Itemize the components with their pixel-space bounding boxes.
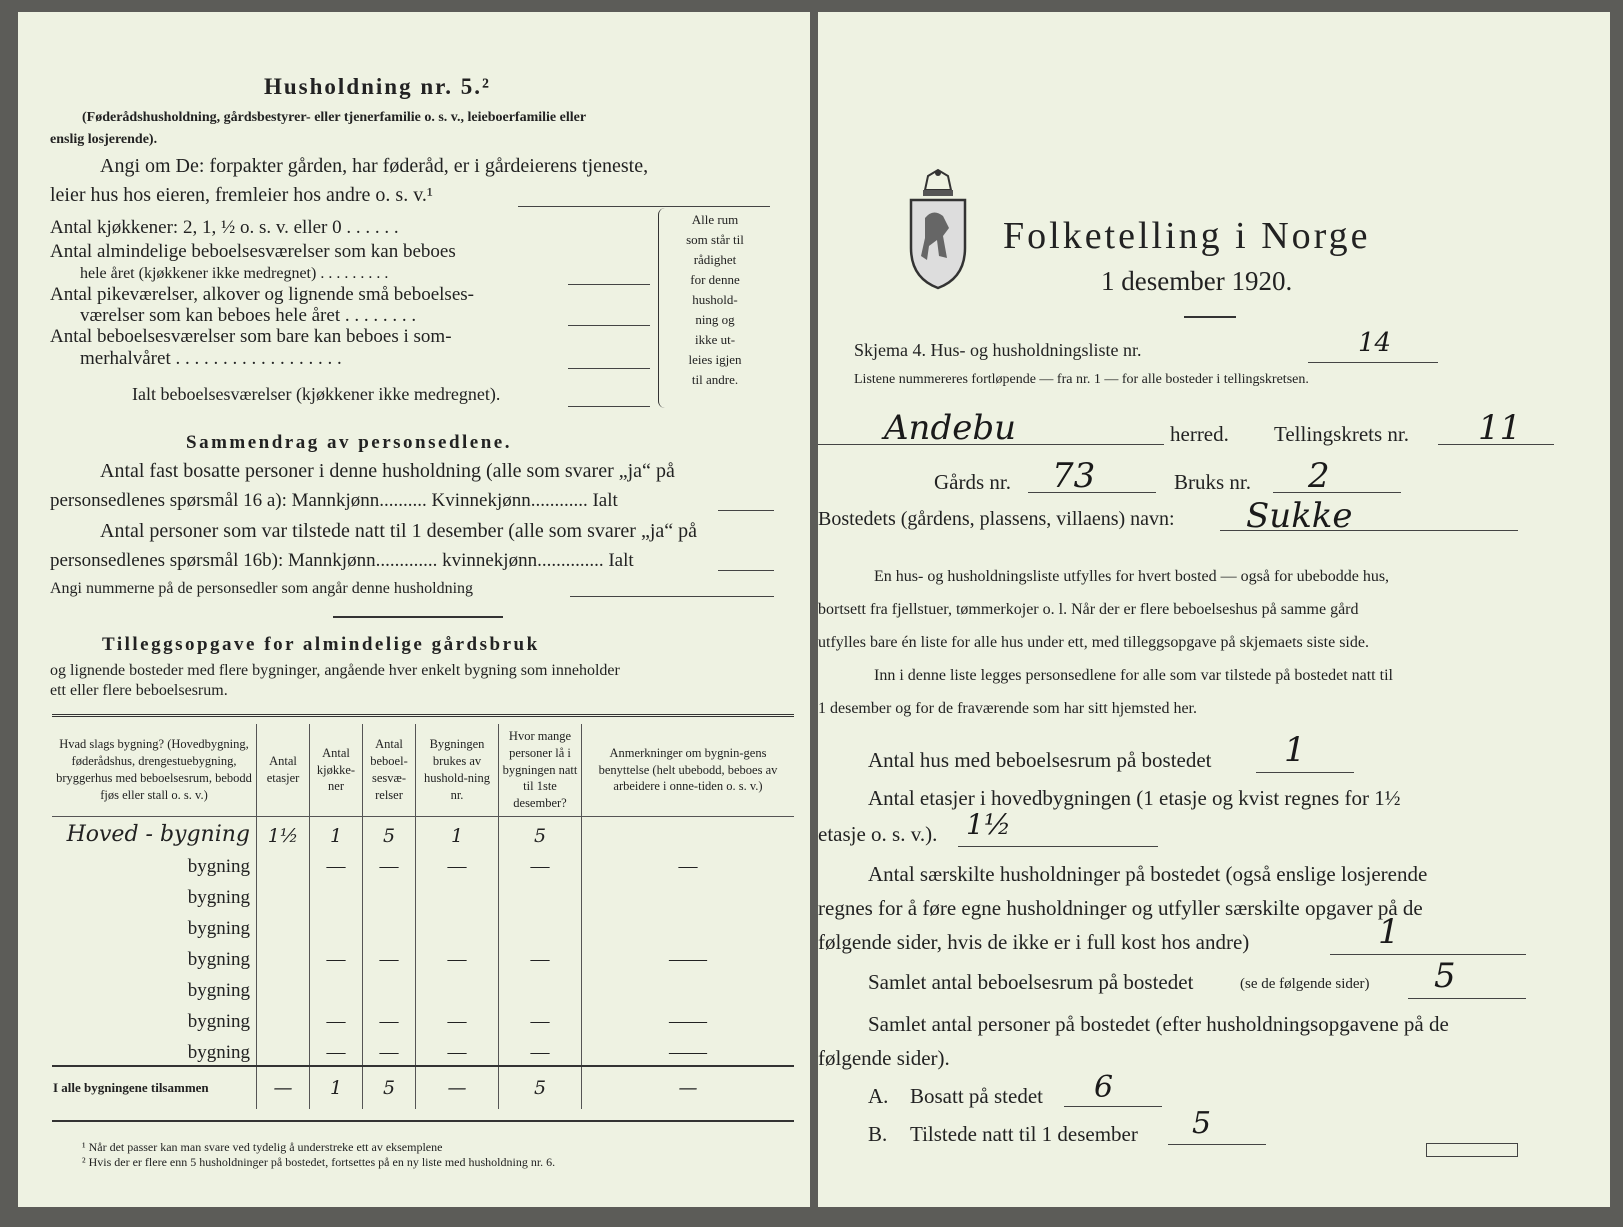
herred-label: herred. bbox=[1170, 422, 1229, 446]
q-almindelige-a: Antal almindelige beboelsesværelser som kan bebоes bbox=[50, 241, 456, 262]
table-top-rule bbox=[52, 714, 794, 717]
herred-value: Andebu bbox=[884, 408, 1016, 448]
cell-kjokkener bbox=[310, 879, 363, 910]
a-value: 6 bbox=[1094, 1070, 1114, 1105]
gards-value: 73 bbox=[1052, 456, 1096, 496]
cell-anmerkninger: — bbox=[582, 848, 795, 879]
cell-bygning: Hoved - bygning bbox=[66, 822, 250, 847]
b-value: 5 bbox=[1192, 1106, 1212, 1141]
brace-note-line: hushold- bbox=[692, 292, 738, 307]
table-row bbox=[52, 1034, 794, 1066]
hus-value: 1 bbox=[1284, 730, 1306, 770]
total-vaerelser: 5 bbox=[363, 1066, 416, 1109]
table-row bbox=[52, 817, 794, 849]
cell-etasjer bbox=[257, 910, 310, 941]
tellingskrets-value: 11 bbox=[1478, 408, 1522, 448]
col-header-etasjer: Antal etasjer bbox=[257, 724, 310, 817]
ialt-answer-line bbox=[568, 406, 650, 407]
table-row bbox=[52, 848, 794, 879]
saer-line-1: Antal særskilte husholdninger på bostedet (også enslige losjerende bbox=[868, 862, 1428, 886]
q-pikevaerelser-b: værelser som kan beboes hele året . . . . . . . . bbox=[80, 305, 417, 326]
cell-anmerkninger: —— bbox=[582, 1003, 795, 1034]
cell-husholdning bbox=[416, 879, 499, 910]
s4-answer-line bbox=[718, 570, 774, 571]
cell-kjokkener: — bbox=[310, 848, 363, 879]
angi-answer-line bbox=[518, 206, 770, 207]
bruks-label: Bruks nr. bbox=[1174, 470, 1252, 494]
saer-line-3: følgende sider, hvis de ikke er i full kost hos andre) bbox=[818, 930, 1250, 954]
skjema-line-field bbox=[1308, 362, 1438, 363]
bruks-value: 2 bbox=[1308, 456, 1330, 496]
brace-note-line: ning og bbox=[695, 312, 735, 327]
q-kjokkener: Antal kjøkkener: 2, 1, ½ o. s. v. eller 0 . . . . . . bbox=[50, 217, 399, 238]
cell-anmerkninger: —— bbox=[582, 941, 795, 972]
col-header-kjokkener: Antal kjøkke-ner bbox=[310, 724, 363, 817]
s2-answer-line bbox=[718, 510, 774, 511]
table-total-row bbox=[52, 1066, 794, 1109]
q-almindelige-b: hele året (kjøkkener ikke medregnet) . . . . . . . . . bbox=[80, 265, 389, 282]
cell-personer: — bbox=[499, 1003, 582, 1034]
brace bbox=[658, 208, 665, 408]
table-row bbox=[52, 879, 794, 910]
q2-answer-line bbox=[568, 284, 650, 285]
brace-note-line: ikke ut- bbox=[694, 332, 736, 347]
cell-etasjer bbox=[257, 1034, 310, 1066]
cell-kjokkener bbox=[310, 972, 363, 1003]
rum-field bbox=[1408, 998, 1526, 999]
cell-bygning: bygning bbox=[187, 1042, 250, 1063]
cell-husholdning: — bbox=[416, 848, 499, 879]
bruks-field bbox=[1273, 492, 1401, 493]
cell-etasjer bbox=[257, 1003, 310, 1034]
instr-line-4: Inn i denne liste legges personsedlene for alle som var tilstede på bostedet natt til bbox=[874, 667, 1393, 684]
instr-line-3: utfylles bare én liste for alle hus under ett, med tilleggsopgave på skjemaets siste side. bbox=[818, 634, 1369, 651]
tillegg-title: Tilleggsopgave for almindelige gårdsbruk bbox=[102, 634, 540, 655]
cell-anmerkninger bbox=[582, 910, 795, 941]
sammendrag-line-4: personsedlenes spørsmål 16b): Mannkjønn............. kvinnekjønn.............. Ialt bbox=[50, 550, 634, 571]
cell-personer bbox=[499, 879, 582, 910]
cell-personer bbox=[499, 972, 582, 1003]
cell-bygning: bygning bbox=[187, 949, 250, 970]
col-header-husholdning: Bygningen brukes av hushold-ning nr. bbox=[416, 724, 499, 817]
a-label: A. bbox=[868, 1084, 889, 1108]
sammendrag-line-5: Angi nummerne på de personsedler som angår denne husholdning bbox=[50, 580, 474, 597]
etasjer-field bbox=[958, 846, 1158, 847]
cell-husholdning bbox=[416, 910, 499, 941]
cell-anmerkninger bbox=[582, 879, 795, 910]
sammendrag-line-3: Antal personer som var tilstede natt til 1 desember (alle som svarer „ja“ på bbox=[100, 520, 698, 542]
cell-etasjer bbox=[257, 941, 310, 972]
cell-kjokkener: — bbox=[310, 1003, 363, 1034]
cell-vaerelser: 5 bbox=[363, 817, 416, 849]
hus-label: Antal hus med beboelsesrum på bostedet bbox=[868, 748, 1212, 772]
bosted-label: Bostedets (gårdens, plassens, villaens) navn: bbox=[818, 508, 1175, 530]
hus-field bbox=[1256, 772, 1354, 773]
cell-personer: — bbox=[499, 941, 582, 972]
table-bottom-rule bbox=[52, 1120, 794, 1122]
rum-label: Samlet antal beboelsesrum på bostedet bbox=[868, 970, 1194, 994]
rum-value: 5 bbox=[1434, 956, 1456, 996]
tillegg-line-1: og lignende bosteder med flere bygninger, angående hver enkelt bygning som inneholder bbox=[50, 662, 620, 679]
divider bbox=[333, 616, 503, 618]
saer-value: 1 bbox=[1378, 912, 1400, 952]
tillegg-line-2: ett eller flere beboelsesrum. bbox=[50, 682, 228, 699]
footnote-2: ² Hvis der er flere enn 5 husholdninger på bostedet, fortsettes på en ny liste med husholdning nr. 6. bbox=[82, 1155, 556, 1169]
total-anmerkninger: — bbox=[582, 1066, 795, 1109]
left-page bbox=[18, 12, 810, 1207]
table-row bbox=[52, 1003, 794, 1034]
sammendrag-line-1: Antal fast bosatte personer i denne husholdning (alle som svarer „ja“ på bbox=[100, 460, 675, 482]
sammendrag-line-2: personsedlenes spørsmål 16 a): Mannkjønn.......... Kvinnekjønn............ Ialt bbox=[50, 490, 618, 511]
cell-vaerelser: — bbox=[363, 941, 416, 972]
table-row bbox=[52, 941, 794, 972]
cell-vaerelser bbox=[363, 879, 416, 910]
etasjer-line-2: etasje o. s. v.). bbox=[818, 822, 938, 846]
cell-personer: 5 bbox=[499, 817, 582, 849]
listene-note: Listene nummereres fortløpende — fra nr. 1 — for alle bosteder i tellingskretsen. bbox=[854, 372, 1309, 387]
cell-vaerelser: — bbox=[363, 1003, 416, 1034]
cell-bygning: bygning bbox=[187, 918, 250, 939]
brace-note-line: Alle rum bbox=[691, 212, 739, 227]
census-date: 1 desember 1920. bbox=[1101, 266, 1293, 296]
total-husholdning: — bbox=[416, 1066, 499, 1109]
pers-line-2: følgende sider). bbox=[818, 1046, 950, 1070]
cell-personer bbox=[499, 910, 582, 941]
herred-field bbox=[818, 444, 1164, 445]
q-pikevaerelser-a: Antal pikeværelser, alkover og lignende små beboelses- bbox=[50, 284, 474, 305]
saer-field bbox=[1330, 954, 1526, 955]
census-title: Folketelling i Norge bbox=[1003, 215, 1371, 257]
brace-note-line: til andre. bbox=[691, 372, 739, 387]
cell-etasjer bbox=[257, 879, 310, 910]
cell-etasjer bbox=[257, 848, 310, 879]
sammendrag-title: Sammendrag av personsedlene. bbox=[186, 432, 512, 453]
cell-anmerkninger bbox=[582, 972, 795, 1003]
a-field bbox=[1064, 1106, 1162, 1107]
skjema-line: Skjema 4. Hus- og husholdningsliste nr. bbox=[854, 340, 1142, 360]
brace-note bbox=[670, 210, 760, 390]
b-field bbox=[1168, 1144, 1266, 1145]
footnote-1: ¹ Når det passer kan man svare ved tydelig å understreke ett av eksemplene bbox=[82, 1140, 443, 1154]
cell-bygning: bygning bbox=[187, 887, 250, 908]
q3-answer-line bbox=[568, 325, 650, 326]
instr-line-1: En hus- og husholdningsliste utfylles for hvert bosted — også for ubebodde hus, bbox=[874, 568, 1390, 585]
table-row bbox=[52, 910, 794, 941]
pers-line-1: Samlet antal personer på bostedet (efter husholdningsopgavene på de bbox=[868, 1012, 1449, 1036]
etasjer-line-1: Antal etasjer i hovedbygningen (1 etasje og kvist regnes for 1½ bbox=[868, 786, 1401, 810]
q-sommer-a: Antal beboelsesværelser som bare kan beboes i som- bbox=[50, 326, 452, 347]
brace-note-line: for denne bbox=[690, 272, 740, 287]
cell-kjokkener: — bbox=[310, 941, 363, 972]
bosted-field bbox=[1220, 530, 1518, 531]
total-etasjer: — bbox=[257, 1066, 310, 1109]
gards-label: Gårds nr. bbox=[934, 470, 1011, 494]
building-table bbox=[52, 724, 794, 1109]
instr-line-2: bortsett fra fjellstuer, tømmerkojer o. l. Når der er flere beboelseshus på samme gård bbox=[818, 601, 1359, 618]
cell-vaerelser: — bbox=[363, 848, 416, 879]
q-ialt: Ialt beboelsesværelser (kjøkkener ikke medregnet). bbox=[132, 384, 501, 404]
brace-note-line: rådighet bbox=[693, 252, 737, 267]
b-label: B. bbox=[868, 1122, 888, 1146]
cell-vaerelser bbox=[363, 910, 416, 941]
total-label: I alle bygningene tilsammen bbox=[52, 1066, 257, 1109]
cell-husholdning: — bbox=[416, 1034, 499, 1066]
tellingskrets-label: Tellingskrets nr. bbox=[1274, 422, 1410, 446]
cell-personer: — bbox=[499, 848, 582, 879]
cell-vaerelser: — bbox=[363, 1034, 416, 1066]
q-sommer-b: merhalvåret . . . . . . . . . . . . . . . . . . bbox=[80, 348, 342, 369]
cell-bygning: bygning bbox=[187, 856, 250, 877]
cell-husholdning bbox=[416, 972, 499, 1003]
cell-vaerelser bbox=[363, 972, 416, 1003]
title-divider bbox=[1184, 316, 1236, 318]
bosted-value: Sukke bbox=[1246, 496, 1353, 536]
cell-husholdning: — bbox=[416, 941, 499, 972]
cell-anmerkninger bbox=[582, 817, 795, 849]
cell-kjokkener: — bbox=[310, 1034, 363, 1066]
right-page bbox=[818, 12, 1610, 1207]
cell-husholdning: — bbox=[416, 1003, 499, 1034]
q4-answer-line bbox=[568, 368, 650, 369]
cell-personer: — bbox=[499, 1034, 582, 1066]
col-header-personer: Hvor mange personer lå i bygningen natt til 1ste desember? bbox=[499, 724, 582, 817]
instr-line-5: 1 desember og for de fraværende som har sitt hjemsted her. bbox=[818, 700, 1197, 717]
angi-line-1: Angi om De: forpakter gården, har føderåd, er i gårdeierens tjeneste, bbox=[100, 155, 649, 177]
brace-note-line: leies igjen bbox=[688, 352, 742, 367]
brace-note-line: som står til bbox=[686, 232, 744, 247]
household-title: Husholdning nr. 5.² bbox=[264, 74, 491, 99]
cell-anmerkninger: —— bbox=[582, 1034, 795, 1066]
rum-small: (se de følgende sider) bbox=[1240, 976, 1370, 992]
printer-stamp bbox=[1426, 1143, 1518, 1157]
cell-husholdning: 1 bbox=[416, 817, 499, 849]
b-text: Tilstede natt til 1 desember bbox=[910, 1122, 1138, 1146]
saer-line-2: regnes for å føre egne husholdninger og utfyller særskilte opgaver på de bbox=[818, 896, 1423, 920]
cell-bygning: bygning bbox=[187, 980, 250, 1001]
cell-kjokkener bbox=[310, 910, 363, 941]
cell-etasjer: 1½ bbox=[257, 817, 310, 849]
table-row bbox=[52, 972, 794, 1003]
cell-bygning: bygning bbox=[187, 1011, 250, 1032]
total-kjokkener: 1 bbox=[310, 1066, 363, 1109]
col-header-anmerkninger: Anmerkninger om bygnin-gens benyttelse (helt ubebodd, beboes av arbeidere i onne-tiden o. s. v.) bbox=[582, 724, 795, 817]
coat-of-arms-icon bbox=[903, 168, 973, 293]
col-header-vaerelser: Antal beboel-sesvæ-relser bbox=[363, 724, 416, 817]
gards-field bbox=[1028, 492, 1156, 493]
tellingskrets-field bbox=[1438, 444, 1554, 445]
total-personer: 5 bbox=[499, 1066, 582, 1109]
household-subtitle: (Føderådshusholdning, gårdsbestyrer- eller tjenerfamilie o. s. v., leieboerfamilie eller bbox=[82, 110, 587, 125]
skjema-value: 14 bbox=[1358, 328, 1392, 358]
angi-line-2: leier hus hos eieren, fremleier hos andre o. s. v.¹ bbox=[50, 184, 433, 206]
etasjer-value: 1½ bbox=[966, 808, 1011, 841]
col-header-bygning: Hvad slags bygning? (Hovedbygning, føderådshus, drengestuebygning, bryggerhus med beboelsesrum, bebodd fjøs eller stall o. s. v.) bbox=[56, 737, 252, 802]
a-text: Bosatt på stedet bbox=[910, 1084, 1043, 1108]
household-subtitle-2: enslig losjerende). bbox=[50, 132, 158, 147]
cell-etasjer bbox=[257, 972, 310, 1003]
s5-answer-line bbox=[570, 596, 774, 597]
cell-kjokkener: 1 bbox=[310, 817, 363, 849]
